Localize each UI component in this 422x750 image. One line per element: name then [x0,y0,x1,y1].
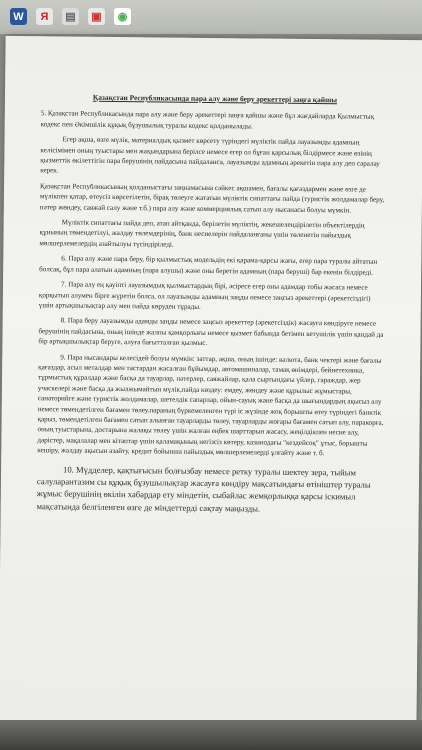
paragraph-6: 6. Пара алу және пара беру, бір қылмыстық модельдің екі қарама-қарсы жағы, егер пара туралы айтатын болсақ, бұл пара алатын адамның (пара алушы) және оны беретін адамның (пара беруші) бар екенін білдіреді. [39,254,378,277]
document-body [37,92,389,521]
word-icon[interactable]: W [10,8,27,25]
paragraph-10: 10. Мүдделер, қақтығысын болғызбау немесе ретку туралы шектеу зера, тыйым салуларантазим сы құқық бұзушылықтар жасауға көндіру мақсатындағы өтініштер туралы жұмыс берушінің өкілін хабардар ету міндетін, сыбайлас жемқорлыққа қарсы іскимыл мақсатында белгіленген өзге де міндеттерді сақтау маңызды. [36,464,371,514]
yandex-icon[interactable]: Я [36,8,53,25]
file-icon[interactable]: ▤ [62,8,79,25]
desk-surface [0,720,422,750]
paragraph-9: 9. Пара нысандары келесідей болуы мүмкін: заттар, ақша, оның ішінде: валюта, банк чектері және бағалы қағаздар, асыл металдар мен тастардан жасалған бұйымдар, автомашиналар, тамақ өнімдері, бейнетехника, тұрмыстық құралдар және басқа да тауарлар, пәтерлер, саяжайлар, қала сыртындағы үйлер, гараждар, жер учаскелері және басқа да жылжымайтын мүлік,пайда көздеу: емдеу, жөндеу және құрылыс жұмыстары, санаторийге және туристік жолдамалар, шетелдік сапарлар, ойын-сауық және басқа да шығындардың ақысыз алу немесе төмендетілген бағамен төлеу.параның бүркемеленген түрі іс жүзінде жоқ борышты өтеу түріндегі банктік қарыз, төмендетілген бағамен сатып алынған тауарларды төлеу, тауарларды жоғары бағамен сатып алу, паракорға, оның туыстарына, достарына жалақы төлеу үшін жалған еңбек шарттарын жасасу, жеңілдікпен несие алу, дәрістер, мақалалар мен кітаптар үшін қаламақының негізсіз көтеру, казинодағы "кездейсоқ" ұтыс, борышты кешіру, жалдау ақысын азайту, кредит бойынша пайыздық мөлшерлемелерді ұлғайту және т. б. [37,352,384,458]
monitor-edge [0,0,422,34]
paragraph-5-cont-b: Қазақстан Республикасының қолданыстағы заңнамасына сәйкес ақшамен, бағалы қағаздармен және өзге де мүлікпен қатар, өтеусіз көрсетілетін, бірақ төлеуге жататын мүліктік сипаттағы пайда (туристік жолдамалар беру, пәтер жөндеу, саяжай салу және т.б.) пара алу және коммерциялық сатып алу нысанасы болуы мүмкін. [39,182,385,215]
paragraph-5: 5. Қазақстан Республикасында пара алу және беру әрекеттері заңға қайшы және бұл жағдайларда Қылмыстық кодекс пен Әкімшілік құқық бұзушылық туралы кодекс қолданылады. [40,109,375,131]
document-title: Қазақстан Республикасында пара алу және беру әрекеттері заңға қайшы [92,92,338,105]
paragraph-8: 8. Пара беру лауазымды адамды заңды немесе заңсыз әрекеттер (әрекетсіздік) жасауға көндіруге немесе берушінің пайдасына, оның ішінде жалпы қамқорлығы немесе қызмет бабында бетімен кетушілік үшін қандай да бір артықшылықтар беруге, алуға бағытталған қылмыс. [38,316,384,348]
paragraph-5-cont-c: Мүліктік сипаттағы пайда деп, атап айтқанда, берілетін мүліктің, жекешелендірілетін объектілердің құнының төмендетілуі, жалдау төлемдерінің, банк несиелерін пайдаланғаны үшін төленетін пайыздық мөлшерлемелердің азайтылуы түсіндіріледі. [39,218,365,249]
chrome-icon[interactable]: ◉ [114,8,131,25]
paragraph-7: 7. Пара алу ең қауіпті лауазымдық қылмыстардың бірі, әсіресе егер оны адамдар тобы жасаса немесе қорқытып алумен бірге жүретін болса, ол лауазымды адамның заңды немесе заңсыз әрекеттері (әрекетсіздігі) үшін артықшылықтар алу мен пайда көруден тұрады. [38,280,371,311]
paper-sheet [0,36,422,730]
video-icon[interactable]: ▣ [88,8,105,25]
taskbar [10,8,131,25]
paragraph-5-cont-a: Егер ақша, өзге мүлік, материалдық қызмет көрсету түріндегі мүліктік пайда лауазымды адамның келісімімен оның туыстары мен жақындарына берілсе немесе егер ол бұған қарсылық білдірмесе және өзінің қызметтік өкілеттігін пара берушінің пайдасына пайдаланса, лауазымды адамның әрекетін пара алу деп саралау керек. [40,135,380,175]
